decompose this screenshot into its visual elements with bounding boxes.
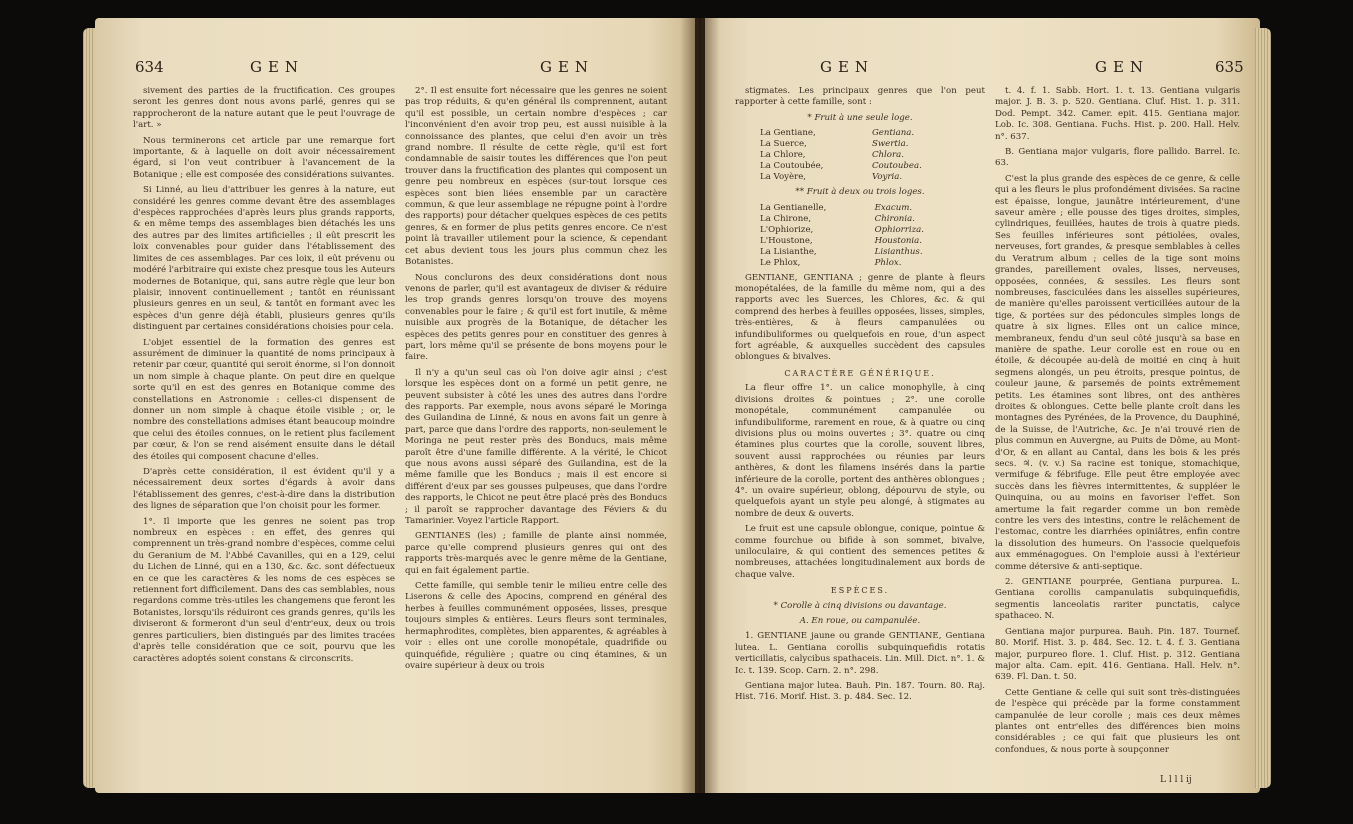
- page-number-left: 634: [135, 58, 164, 76]
- paragraph: GENTIANE, GENTIANA ; genre de plante à fleurs monopétalées, de la famille du même nom, qui a des rapports avec les Suerces, les Chlores, &c. & qui comprend des herbes à feuilles opposées, lisses, simples, très-entières, & à fleurs campanulées ou infundibuliformes ou quelquefois en roue, d'un aspect fort agréable, & auxquelles succèdent des capsules oblongues & bivalves.: [735, 272, 985, 363]
- paragraph: Le fruit est une capsule oblongue, conique, pointue & comme fourchue ou bifide à son sommet, bivalve, uniloculaire, & qui contient des semences petites & nombreuses, attachées longitudinalement aux bords de chaque valve.: [735, 524, 985, 580]
- genus-row: [760, 236, 960, 247]
- genus-row: [760, 161, 960, 172]
- paragraph: 2. GENTIANE pourprée, Gentiana purpurea. L. Gentiana corollis campanulatis subquinquefidis, segmentis lanceolatis rariter punctatis, calyce spathaceo. N.: [995, 577, 1240, 622]
- genus-french-name: La Voyère,: [760, 172, 807, 183]
- paragraph: Il n'y a qu'un seul cas où l'on doive agir ainsi ; c'est lorsque les espèces dont on a formé un petit genre, ne peuvent subsister à côté les unes des autres dans l'ordre des rapports. Par exemple, nous avons séparé le Moringa des Guilandina de Linné, & nous en avons fait un genre à part, parce que dans l'ordre des rapports, non-seulement le Moringa ne peut rester près des Bonducs, mais même paroît être d'une famille différente. A la vérité, le Chicot que nous avons aussi séparé des Guilandina, est de la même famille que les Bonducs ; mais il est encore si différent d'eux par ses gousses pulpeuses, que dans l'ordre des rapports, le Chicot ne peut être placé près des Bonducs ; il paroît se rapprocher davantage des Féviers & du Tamarinier. Voyez l'article Rapport.: [405, 367, 667, 527]
- paragraph: 1. GENTIANE jaune ou grande GENTIANE, Gentiana lutea. L. Gentiana corollis subquinquefidis rotatis verticillatis, calycibus spathaceis. Lin. Mill. Dict. n°. 1. & Ic. t. 139. Scop. Carn. 2. n°. 298.: [735, 631, 985, 676]
- running-head-left-col1: GEN: [250, 58, 305, 76]
- genus-latin-name: Exacum.: [874, 202, 913, 213]
- genus-row: [760, 225, 960, 236]
- paragraph: Gentiana major purpurea. Bauh. Pin. 187. Tournef. 80. Morif. Hist. 3. p. 484. Sec. 12. t. 4. f. 3. Gentiana major, purpureo flore. 1. Cluf. Hist. p. 312. Gentiana major alta. Cam. epit. 416. Gentiana. Hall. Helv. n°. 639. Fl. Dan. t. 50.: [995, 626, 1240, 683]
- genus-latin-name: Swertia.: [871, 139, 909, 150]
- paragraph: Si Linné, au lieu d'attribuer les genres à la nature, eut considéré les genres comme devant être des assemblages d'espèces rapprochées d'après leurs plus grands rapports, & en même temps des assemblages bien détachés les uns des autres par des limites artificielles ; il eût prescrit les loix convenables pour guider dans l'établissement des limites de ces assemblages. Par ces loix, il eût prévenu ou modéré l'arbitraire qui existe chez presque tous les Auteurs modernes de Botanique, qui, sans autre règle que leur bon plaisir, innovent continuellement ; tantôt en réunissant plusieurs genres en un seul, & tantôt en formant avec les espèces d'un genre déjà établi, plusieurs genres qu'ils distinguent par certaines considérations choisies pour cela.: [133, 185, 395, 333]
- genus-row: [760, 258, 960, 269]
- genus-french-name: La Lisianthe,: [760, 246, 817, 257]
- genera-table-1: [760, 128, 960, 183]
- paragraph: Nous terminerons cet article par une remarque fort importante, & à laquelle on doit avoir nécessairement égard, si l'on veut contribuer à l'avancement de la Botanique ; elle est composée des considérations suivantes.: [133, 135, 395, 180]
- section-title-especes: ESPÈCES.: [830, 586, 890, 596]
- genus-latin-name: Phlox.: [874, 257, 902, 268]
- book-gutter: [680, 18, 720, 793]
- genus-row: [760, 214, 960, 225]
- paragraph: Nous conclurons des deux considérations dont nous venons de parler, qu'il est avantageux de diviser & réduire les trop grands genres lorsqu'on trouve des moyens convenables pour le faire ; & qu'il est fort inutile, & même nuisible aux progrès de la Botanique, de détacher les espèces des petits genres pour en constituer des genres à part, lors même qu'il se présente de bons moyens pour le faire.: [405, 272, 667, 363]
- genus-french-name: L'Ophiorize,: [760, 224, 814, 235]
- right-page-column-2: [995, 86, 1240, 760]
- especes-subtitle-1: * Corolle à cinq divisions ou davantage.: [773, 600, 947, 611]
- paragraph: Gentiana major lutea. Bauh. Pin. 187. Tourn. 80. Raj. Hist. 716. Morif. Hist. 3. p. 484. Sec. 12.: [735, 681, 985, 703]
- genus-french-name: La Gentianelle,: [760, 202, 827, 213]
- genus-row: [760, 139, 960, 150]
- right-page-column-1: [735, 86, 985, 708]
- genus-french-name: La Chirone,: [760, 213, 812, 224]
- genus-french-name: L'Houstone,: [760, 235, 813, 246]
- paragraph: Cette Gentiane & celle qui suit sont très-distinguées de l'espèce qui précède par la forme constamment campanulée de leur corolle ; mais ces deux mêmes plantes ont entr'elles des différences bien moins considérables ; ce qui fait que plusieurs les ont confondues, & nous porte à soupçonner: [995, 687, 1240, 755]
- genus-latin-name: Coutoubea.: [871, 161, 922, 172]
- paragraph: GENTIANES (les) ; famille de plante ainsi nommée, parce qu'elle comprend plusieurs genres qui ont des rapports très-marqués avec le genre même de la Gentiane, qui en fait également partie.: [405, 531, 667, 576]
- genus-latin-name: Ophiorriza.: [874, 224, 924, 235]
- open-book: [95, 18, 1260, 808]
- running-head-right-col2: GEN: [1095, 58, 1150, 76]
- section-title-caractere: CARACTÈRE GÉNÉRIQUE.: [784, 368, 936, 378]
- paragraph: sivement des parties de la fructification. Ces groupes seront les genres dont nous avons parlé, genres qui se rapprocheront de la nature autant que le peut l'ouvrage de l'art. »: [133, 86, 395, 131]
- running-head-right-col1: GEN: [820, 58, 875, 76]
- genus-row: [760, 247, 960, 258]
- genus-row: [760, 150, 960, 161]
- left-page-column-2: [405, 86, 667, 676]
- paragraph: La fleur offre 1°. un calice monophylle, à cinq divisions droites & pointues ; 2°. une corolle monopétale, communément campanulée ou infundibuliforme, rarement en roue, & à quatre ou cinq divisions plus ou moins ouvertes ; 3°. quatre ou cinq étamines plus courtes que la corolle, souvent libres, souvent aussi rapprochées ou réunies par leurs anthères, & dont les filamens insérés dans la partie inférieure de la corolle, portent des anthères oblongues ; 4°. un ovaire supérieur, oblong, dépourvu de style, ou quelquefois ayant un style peu alongé, à stigmates au nombre de deux & ouverts.: [735, 383, 985, 519]
- especes-subtitle-2: A. En roue, ou campanulée.: [799, 616, 921, 626]
- paragraph: C'est la plus grande des espèces de ce genre, & celle qui a les fleurs le plus profondément divisées. Sa racine est épaisse, longue, jaunâtre intérieurement, d'une saveur amère ; elle pousse des tiges droites, simples, cylindriques, feuillées, hautes de trois à quatre pieds. Ses feuilles inférieures sont pétiolées, ovales, nerveuses, fort grandes, & presque semblables à celles du Veratrum album ; celles de la tige sont moins grandes, pareillement ovales, lisses, nerveuses, opposées, connées, & sessiles. Les fleurs sont nombreuses, fasciculées dans les aisselles supérieures, de manière qu'elles paroissent verticillées autour de la tige, & portées sur des pédoncules simples longs de quatre à six lignes. Elles ont un calice mince, membraneux, fendu d'un seul côté jusqu'à sa base en manière de spathe. Leur corolle est en roue ou en étoile, & découpée au-delà de moitié en cinq à huit segmens alongés, un peu étroits, presque pointus, de couleur jaune, & parsemés de points extrêmement petits. Les étamines sont libres, ont des anthères droites & oblongues. Cette belle plante croît dans les montagnes des Pyrénées, de la Provence, du Dauphiné, de la Suisse, de l'Autriche, &c. Je n'ai trouvé rien de plus commun en Auvergne, au Puits de Dôme, au Mont-d'Or, & en allant au Cantal, dans les bois & les prés secs. ♃. (v. v.) Sa racine est tonique, stomachique, vermifuge & fébrifuge. Elle peut être employée avec succès dans les fièvres intermittentes, & suppléer le Quinquina, ou au moins en favoriser l'effet. Son amertume la fait regarder comme un bon remède contre les vers des intestins, contre le relâchement de l'estomac, contre les diarrhées opiniâtres, enfin contre la dissolution des humeurs. On l'associe quelquefois aux emménagogues. On l'emploie aussi à l'extérieur comme détersive & anti-septique.: [995, 173, 1240, 572]
- paragraph: Cette famille, qui semble tenir le milieu entre celle des Liserons & celle des Apocins, comprend en général des herbes à feuilles communément opposées, lisses, presque toujours simples & entières. Leurs fleurs sont terminales, hermaphrodites, complètes, bien apparentes, & agréables à voir : elles ont une corolle monopétale, quadrifide ou quinquéfide, régulière ; quatre ou cinq étamines, & un ovaire supérieur à deux ou trois: [405, 581, 667, 671]
- genus-french-name: Le Phlox,: [760, 257, 801, 268]
- genus-french-name: La Suerce,: [760, 139, 807, 150]
- signature-mark: L l l l ij: [1160, 775, 1192, 785]
- genus-latin-name: Voyria.: [871, 172, 903, 183]
- right-page: [705, 18, 1260, 793]
- page-number-right: 635: [1215, 58, 1244, 76]
- left-page-column-1: [133, 86, 395, 669]
- paragraph: D'après cette considération, il est évident qu'il y a nécessairement deux sortes d'égards à avoir dans l'établissement des genres, c'est-à-dire dans la distribution des lignes de séparation que l'on choisit pour les former.: [133, 467, 395, 512]
- genus-french-name: La Coutoubée,: [760, 161, 824, 172]
- running-head-left-col2: GEN: [540, 58, 595, 76]
- genus-latin-name: Gentiana.: [871, 128, 915, 139]
- left-page: [95, 18, 695, 793]
- genus-latin-name: Houstonia.: [874, 235, 923, 246]
- paragraph: stigmates. Les principaux genres que l'on peut rapporter à cette famille, sont :: [735, 86, 985, 108]
- genera-table-2: [760, 203, 960, 269]
- genus-latin-name: Chlora.: [871, 150, 904, 161]
- book-edge-right: [1255, 28, 1271, 788]
- paragraph: B. Gentiana major vulgaris, flore pallido. Barrel. Ic. 63.: [995, 147, 1240, 169]
- group-title-two-loges: ** Fruit à deux ou trois loges.: [795, 187, 925, 198]
- paragraph: L'objet essentiel de la formation des genres est assurément de diminuer la quantité de noms principaux à retenir par cœur, quantité qui seroit énorme, si l'on donnoit un nom simple à chaque plante. On peut dire en quelque sorte qu'il en est des genres en Botanique comme des constellations en Astronomie : celles-ci dispensent de donner un nom simple à chaque étoile visible ; or, le nombre des constellations admises étant beaucoup moindre que celui des étoiles connues, on le retient plus facilement par cœur, & l'on se rend aisément ensuite dans le détail des étoiles qui composent chacune d'elles.: [133, 337, 396, 462]
- genus-french-name: La Gentiane,: [760, 128, 816, 139]
- genus-latin-name: Chironia.: [874, 213, 915, 224]
- genus-french-name: La Chlore,: [760, 150, 806, 161]
- paragraph: t. 4. f. 1. Sabb. Hort. 1. t. 13. Gentiana vulgaris major. J. B. 3. p. 520. Gentiana. Cluf. Hist. 1. p. 311. Dod. Pempt. 342. Camer. epit. 415. Gentiana major. Lob. Ic. 308. Gentiana. Fuchs. Hist. p. 200. Hall. Helv. n°. 637.: [995, 86, 1240, 142]
- genus-latin-name: Lisianthus.: [874, 246, 923, 257]
- paragraph: 2°. Il est ensuite fort nécessaire que les genres ne soient pas trop réduits, & qu'en général ils comprennent, autant qu'il est possible, un certain nombre d'espèces ; car l'inconvénient d'en avoir trop peu, est aussi nuisible à la connoissance des plantes, que celui d'en avoir un très grand nombre. Il résulte de cette règle, qu'il est fort condamnable de saisir toutes les différences que l'on peut trouver dans la fructification des plantes qui composent un genre peu nombreux en espèces (sur-tout lorsque ces espèces sont bien liées ensemble par un caractère commun, & que leur assemblage ne répugne point à l'ordre des rapports) pour détacher quelques espèces de ces petits genres, & en former de plus petits genres encore. Ce n'est point là travailler utilement pour la science, & cependant cet abus devient tous les jours plus commun chez les Botanistes.: [405, 86, 667, 268]
- group-title-one-loge: * Fruit à une seule loge.: [807, 112, 913, 123]
- paragraph: 1°. Il importe que les genres ne soient pas trop nombreux en espèces : en effet, des genres qui comprennent un très-grand nombre d'espèces, comme celui du Geranium de M. l'Abbé Cavanilles, qui en a 129, celui du Lichen de Linné, qui en a 130, &c. &c. sont défectueux en ce que les caractères & les noms de ces espèces se retiennent fort difficilement. Dans des cas semblables, nous regardons comme très-utiles les changemens que feront les Botanistes, lorsqu'ils réduiront ces grands genres, qu'ils les diviseront & formeront d'un seul d'entr'eux, deux ou trois genres particuliers, bien distingués par des limites tracées d'après telle considération que ce soit, pourvu que les caractères adoptés soient constans & circonscrits.: [133, 516, 396, 664]
- genus-row: [760, 172, 960, 183]
- genus-row: [760, 203, 960, 214]
- genus-row: [760, 128, 960, 139]
